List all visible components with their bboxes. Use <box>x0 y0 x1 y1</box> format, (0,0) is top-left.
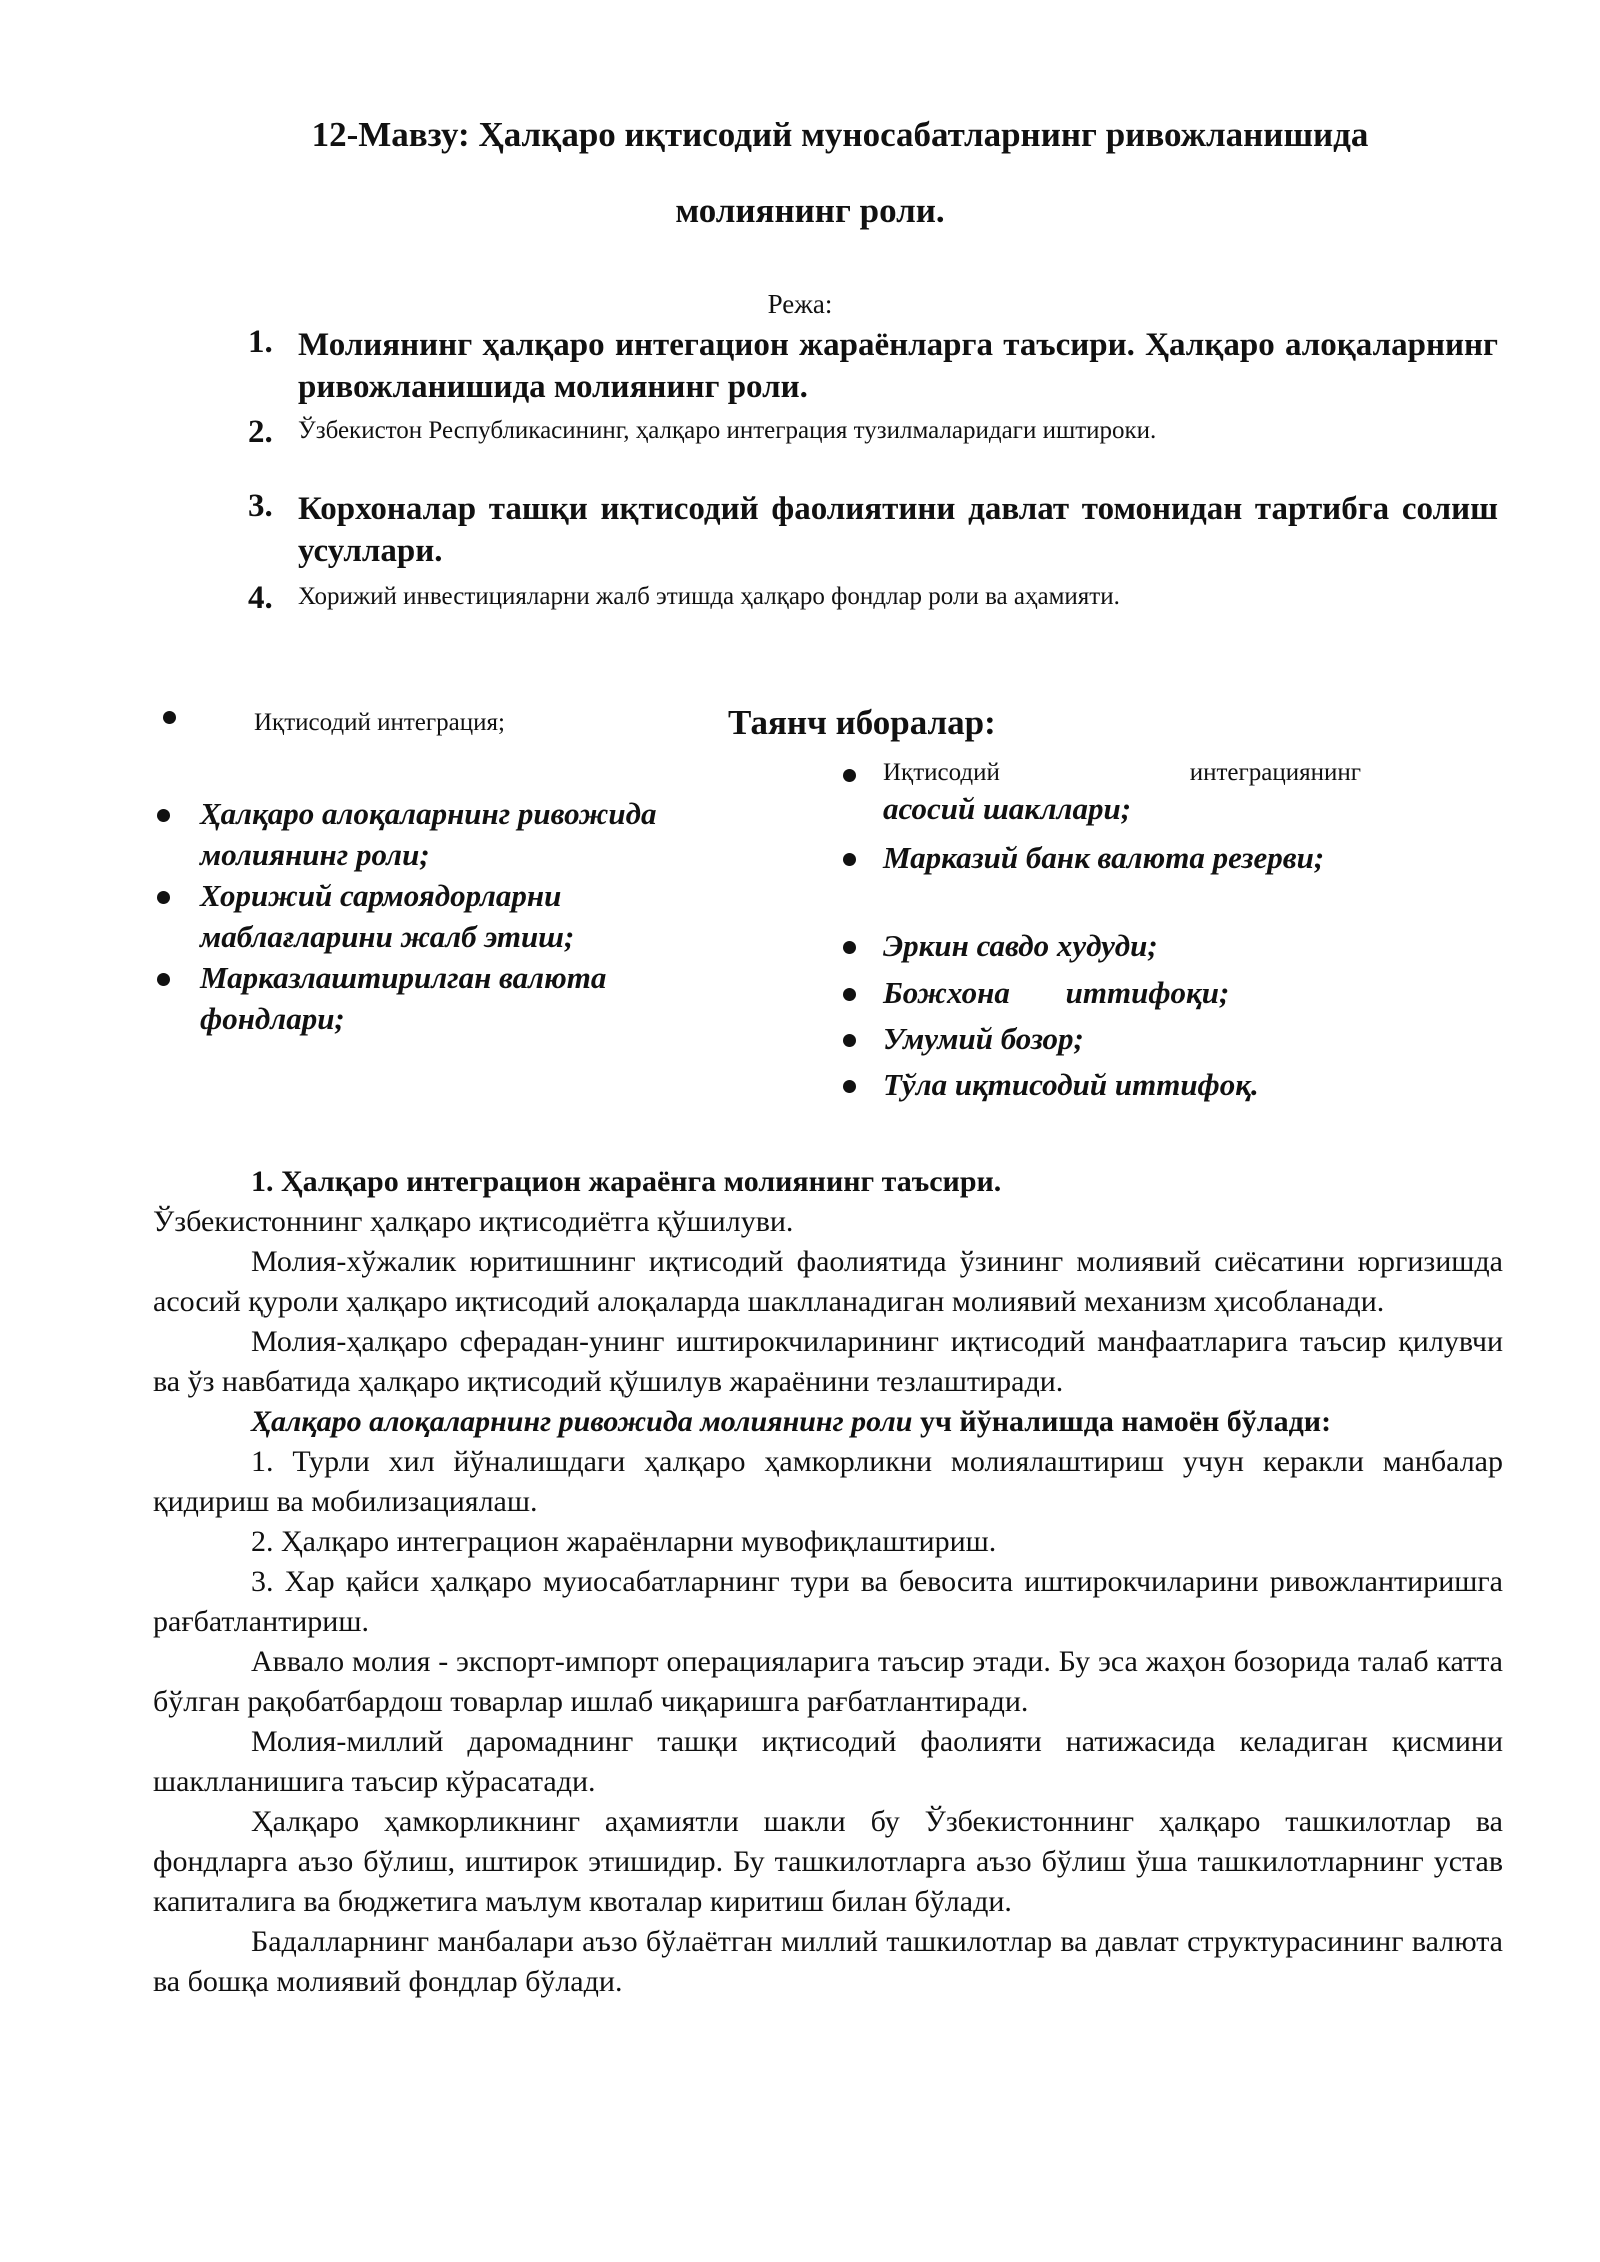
section-body <box>153 1162 1503 2002</box>
paragraph-2: Молия-ҳалқаро сферадан-унинг иштирокчиларининг иқтисодий манфаатларига таъсир қилувчи ва ўз навбатида ҳалқаро иқтисодий қўшилув жараёнини тезлаштиради. <box>153 1325 1503 1398</box>
keyword-right-6: Тўла иқтисодий иттифоқ. <box>883 1067 1259 1102</box>
paragraph-6: Ҳалқаро ҳамкорликнинг аҳамиятли шакли бу Ўзбекистоннинг ҳалқаро ташкилотлар ва фондларга аъзо бўлиш, иштирок этишидир. Бу ташкилотларга аъзо бўлиш ўша ташкилотларнинг устав капиталига ва бюджетига маълум квоталар киритиш билан бўлади. <box>153 1805 1503 1918</box>
keyword-left-1: Иқтисодий интеграция; <box>254 709 505 736</box>
plan-item-1 <box>248 324 1498 408</box>
paragraph-3-rest: уч йўналишда намоён бўлади: <box>912 1405 1332 1438</box>
keyword-left-2: Ҳалқаро алоқаларнинг ривожида молиянинг роли; <box>200 796 657 872</box>
bullet-icon <box>157 891 170 904</box>
plan-item-number: 4. <box>248 580 273 616</box>
paragraph-3-italic: Ҳалқаро алоқаларнинг ривожида молиянинг роли <box>251 1405 913 1438</box>
plan-item-number: 3. <box>248 488 273 524</box>
plan-item-text: Хорижий инвестицияларни жалб этишда ҳалқаро фондлар роли ва аҳамияти. <box>298 583 1120 610</box>
plan-label: Режа: <box>767 289 833 319</box>
section-heading: 1. Ҳалқаро интеграцион жараёнга молиянинг таъсири. <box>251 1165 1002 1198</box>
bullet-icon <box>843 853 856 866</box>
list-item-3: 3. Хар қайси ҳалқаро муиосабатларнинг тури ва бевосита иштирокчиларини ривожлантиришга рағбатлантириш. <box>153 1565 1503 1638</box>
bullet-icon <box>843 941 856 954</box>
bullet-icon <box>157 973 170 986</box>
list-item-2: 2. Ҳалқаро интеграцион жараёнларни мувофиқлаштириш. <box>251 1525 997 1558</box>
plan-item-3 <box>248 488 1498 572</box>
paragraph-7: Бадалларнинг манбалари аъзо бўлаётган миллий ташкилотлар ва давлат структурасининг валюта ва бошқа молиявий фондлар бўлади. <box>153 1925 1503 1998</box>
bullet-icon <box>843 1080 856 1093</box>
keyword-right-2: Марказий банк валюта резерви; <box>883 840 1325 875</box>
plan-item-4 <box>248 580 1498 614</box>
keyword-left-3: Хорижий сармоядорларни маблағларини жалб этиш; <box>200 878 575 954</box>
keyword-right-1 <box>883 756 1361 828</box>
paragraph-5: Молия-миллий даромаднинг ташқи иқтисодий фаолияти натижасида келадиган қисмини шаклланишига таъсир кўрасатади. <box>153 1725 1503 1798</box>
keyword-left-4: Марказлаштирилган валюта фондлари; <box>200 960 607 1036</box>
page-title-line-1: 12-Мавзу: Ҳалқаро иқтисодий муносабатларнинг ривожланишида <box>311 115 1369 154</box>
keyword-right-4: Божхона иттифоқи; <box>883 975 1230 1010</box>
page-title-line-2: молиянинг роли. <box>675 191 945 230</box>
bullet-icon <box>843 988 856 1001</box>
keyword-right-5: Умумий бозор; <box>883 1021 1084 1056</box>
keyword-right-3: Эркин савдо худуди; <box>883 928 1158 963</box>
paragraph-3 <box>153 1402 1503 1442</box>
section-subheading: Ўзбекистоннинг ҳалқаро иқтисодиётга қўшилуви. <box>153 1205 794 1238</box>
bullet-icon <box>157 809 170 822</box>
keyword-right-1-line-2: асосий шакллари; <box>883 791 1132 826</box>
plan-item-number: 1. <box>248 324 273 360</box>
plan-item-2 <box>248 414 1498 448</box>
bullet-icon <box>843 769 856 782</box>
keywords-heading: Таянч иборалар: <box>728 703 996 742</box>
bullet-icon <box>843 1034 856 1047</box>
plan-item-number: 2. <box>248 414 273 450</box>
paragraph-4: Аввало молия - экспорт-импорт операцияларига таъсир этади. Бу эса жаҳон бозорида талаб катта бўлган рақобатбардош товарлар ишлаб чиқаришга рағбатлантиради. <box>153 1645 1503 1718</box>
list-item-1: 1. Турли хил йўналишдаги ҳалқаро ҳамкорликни молиялаштириш учун керакли манбалар қидириш ва мобилизациялаш. <box>153 1445 1503 1518</box>
plan-item-text: Молиянинг ҳалқаро интегацион жараёнларга таъсири. Ҳалқаро алоқаларнинг ривожланишида молиянинг роли. <box>298 327 1498 405</box>
plan-item-text: Ўзбекистон Республикасининг, ҳалқаро интеграция тузилмаларидаги иштироки. <box>298 417 1157 444</box>
paragraph-1: Молия-хўжалик юритишнинг иқтисодий фаолиятида ўзининг молиявий сиёсатини юргизишда асосий қуроли ҳалқаро иқтисодий алоқаларда шаклланадиган молиявий механизм ҳисобланади. <box>153 1245 1503 1318</box>
plan-item-text: Корхоналар ташқи иқтисодий фаолиятини давлат томонидан тартибга солиш усуллари. <box>298 491 1498 569</box>
keyword-right-1-line-1: Иқтисодий интеграциянинг <box>883 759 1361 786</box>
bullet-icon <box>163 711 176 724</box>
